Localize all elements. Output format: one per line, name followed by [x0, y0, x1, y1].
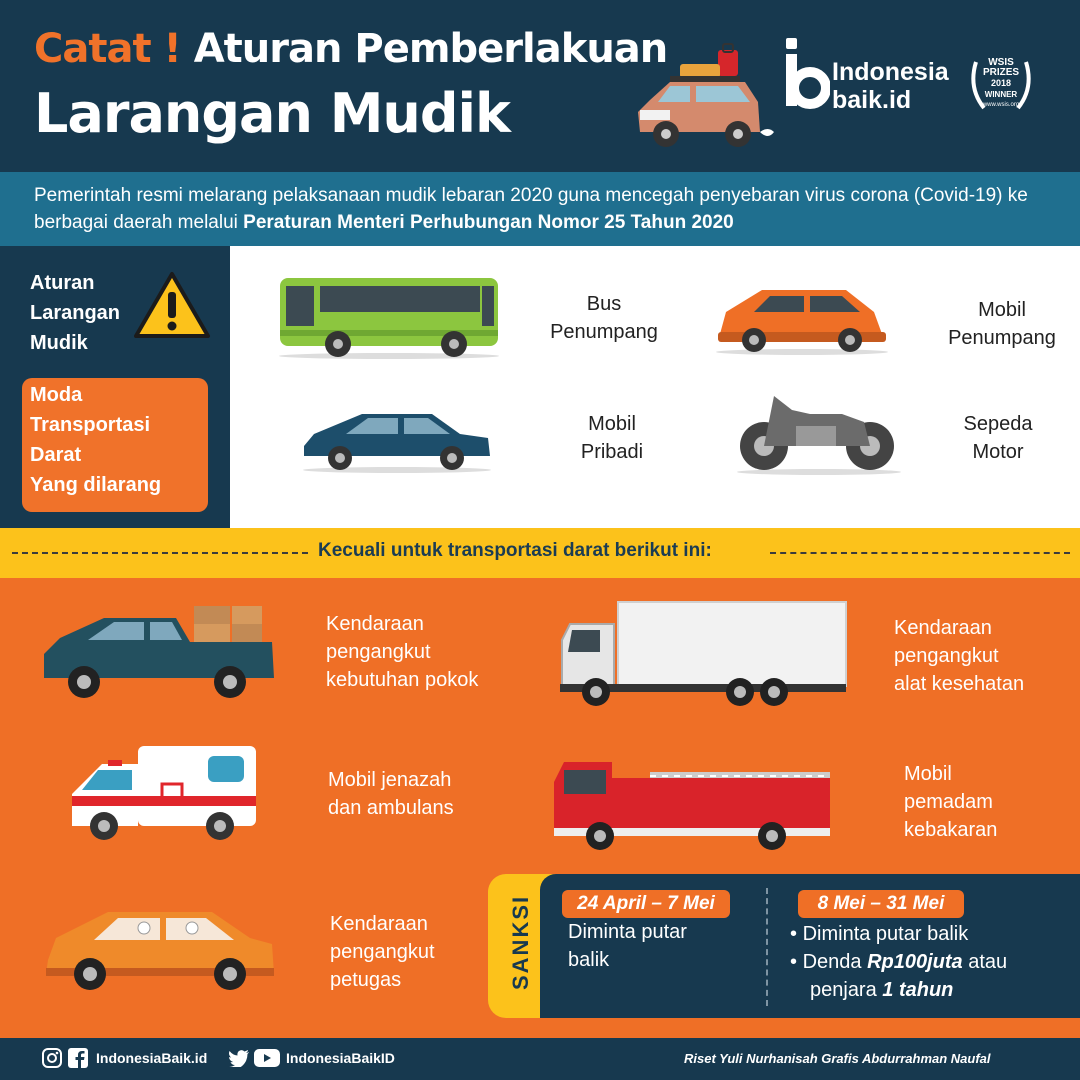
- exception-label-1: [326, 610, 478, 694]
- intro-banner: [0, 172, 1080, 246]
- car-luggage-illustration: [630, 40, 780, 152]
- exception-4-line2: pemadam: [904, 791, 993, 813]
- period2-item2-post: atau: [962, 951, 1008, 973]
- award-line2: PRIZES: [982, 67, 1020, 78]
- youtube-icon[interactable]: [254, 1049, 280, 1067]
- facebook-icon[interactable]: [68, 1048, 88, 1068]
- dashed-line-right: [770, 552, 1070, 554]
- moda-line3: Darat: [30, 444, 82, 466]
- motorcycle-label: [932, 410, 1064, 466]
- sedan-label-line1: Mobil: [588, 413, 636, 435]
- officer-car-icon: [42, 904, 278, 996]
- intro-bold: Peraturan Menteri Perhubungan Nomor 25 Tahun 2020: [243, 212, 734, 233]
- exception-5-line1: Kendaraan: [330, 913, 428, 935]
- award-winner: WINNER: [984, 90, 1018, 99]
- period1-text: [568, 918, 687, 974]
- period2-item3: [790, 976, 1007, 1004]
- sanksi-label: SANKSI: [508, 894, 533, 990]
- sedan-icon: [300, 404, 494, 474]
- exception-label-4: [904, 760, 997, 844]
- aturan-heading: [30, 268, 120, 358]
- footer-credit: Riset Yuli Nurhanisah Grafis Abdurrahman Naufal: [684, 1051, 991, 1066]
- bus-label-line1: Bus: [586, 293, 622, 315]
- sanksi-divider: [766, 888, 768, 1006]
- period2-item1: [790, 920, 1007, 948]
- ambulance-icon: [68, 744, 260, 848]
- period2-item2: [790, 948, 1007, 976]
- suv-label-line1: Mobil: [978, 299, 1026, 321]
- intro-regular: Pemerintah resmi melarang pelaksanaan mudik lebaran 2020 guna mencegah penyebaran virus corona (Covid-19) ke berbagai daerah melalui: [34, 185, 1028, 233]
- exception-1-line3: kebutuhan pokok: [326, 669, 479, 691]
- exception-2-line3: alat kesehatan: [894, 673, 1025, 695]
- aturan-line2: Larangan: [30, 302, 121, 324]
- box-truck-icon: [556, 600, 848, 712]
- exception-label-3: [328, 766, 454, 822]
- wsis-award-badge: [966, 50, 1036, 120]
- sedan-label-line2: Pribadi: [580, 441, 644, 463]
- dashed-line-left: [12, 552, 308, 554]
- exception-2-line1: Kendaraan: [894, 617, 992, 639]
- intro-text: [34, 182, 1064, 236]
- bus-icon: [276, 274, 502, 360]
- exception-1-line1: Kendaraan: [326, 613, 424, 635]
- exception-4-line3: kebakaran: [904, 819, 998, 841]
- motorcycle-label-line1: Sepeda: [963, 413, 1033, 435]
- pickup-truck-icon: [40, 602, 276, 702]
- suv-label: [936, 296, 1068, 352]
- moda-text: [30, 380, 161, 500]
- motorcycle-label-line2: Motor: [972, 441, 1024, 463]
- exception-4-line1: Mobil: [904, 763, 952, 785]
- sedan-label: [546, 410, 678, 466]
- exception-heading: Kecuali untuk transportasi darat berikut ini:: [318, 540, 712, 561]
- title-line1-text: Aturan Pemberlakuan: [193, 26, 668, 72]
- period2-list: [790, 920, 1007, 1004]
- exception-label-5: [330, 910, 435, 994]
- exception-5-line2: pengangkut: [330, 941, 435, 963]
- period1-pill: 24 April – 7 Mei: [562, 890, 730, 918]
- bus-label-line2: Penumpang: [550, 321, 658, 343]
- exception-3-line2: dan ambulans: [328, 797, 454, 819]
- exception-3-line1: Mobil jenazah: [328, 769, 452, 791]
- exception-5-line3: petugas: [330, 969, 402, 991]
- period2-item3-pre: penjara: [810, 979, 883, 1001]
- moda-line1: Moda: [30, 384, 83, 406]
- award-site: www.wsis.org: [982, 102, 1020, 108]
- period2-item1-text: Diminta putar balik: [802, 923, 969, 945]
- period2-pill: 8 Mei – 31 Mei: [798, 890, 964, 918]
- indonesiabaik-logo-icon: [782, 36, 830, 110]
- social-handle-2[interactable]: IndonesiaBaikID: [286, 1050, 395, 1066]
- instagram-icon[interactable]: [42, 1048, 62, 1068]
- warning-icon: [132, 270, 212, 340]
- period1-text-line1: Diminta putar: [568, 921, 687, 943]
- exception-2-line2: pengangkut: [894, 645, 999, 667]
- period2-item2-bold: Rp100juta: [867, 951, 963, 973]
- aturan-line1: Aturan: [30, 272, 95, 294]
- period1-text-line2: balik: [568, 949, 610, 971]
- award-line1: WSIS: [988, 57, 1014, 68]
- logo-text: [832, 58, 949, 114]
- logo-line2: baik.id: [832, 86, 912, 114]
- moda-line4: Yang dilarang: [30, 474, 162, 496]
- bus-label: [538, 290, 670, 346]
- page-title-line2: Larangan Mudik: [34, 82, 510, 145]
- page-title-line1: [34, 26, 667, 72]
- moda-line2: Transportasi: [30, 414, 151, 436]
- exception-label-2: [894, 614, 1024, 698]
- bullet-1: •: [790, 923, 798, 945]
- fire-truck-icon: [550, 748, 834, 856]
- motorcycle-icon: [734, 392, 904, 476]
- aturan-line3: Mudik: [30, 332, 88, 354]
- suv-icon: [714, 282, 890, 356]
- award-year: 2018: [990, 78, 1012, 88]
- exclaim-mark: !: [163, 26, 181, 72]
- period2-item2-pre: Denda: [802, 951, 868, 973]
- catat-word: Catat: [34, 26, 151, 72]
- exception-1-line2: pengangkut: [326, 641, 431, 663]
- logo-line1: Indonesia: [832, 58, 949, 86]
- social-handle-1[interactable]: IndonesiaBaik.id: [96, 1050, 208, 1066]
- twitter-icon[interactable]: [228, 1049, 250, 1067]
- bullet-2: •: [790, 951, 798, 973]
- period2-item3-bold: 1 tahun: [882, 979, 954, 1001]
- suv-label-line2: Penumpang: [948, 327, 1056, 349]
